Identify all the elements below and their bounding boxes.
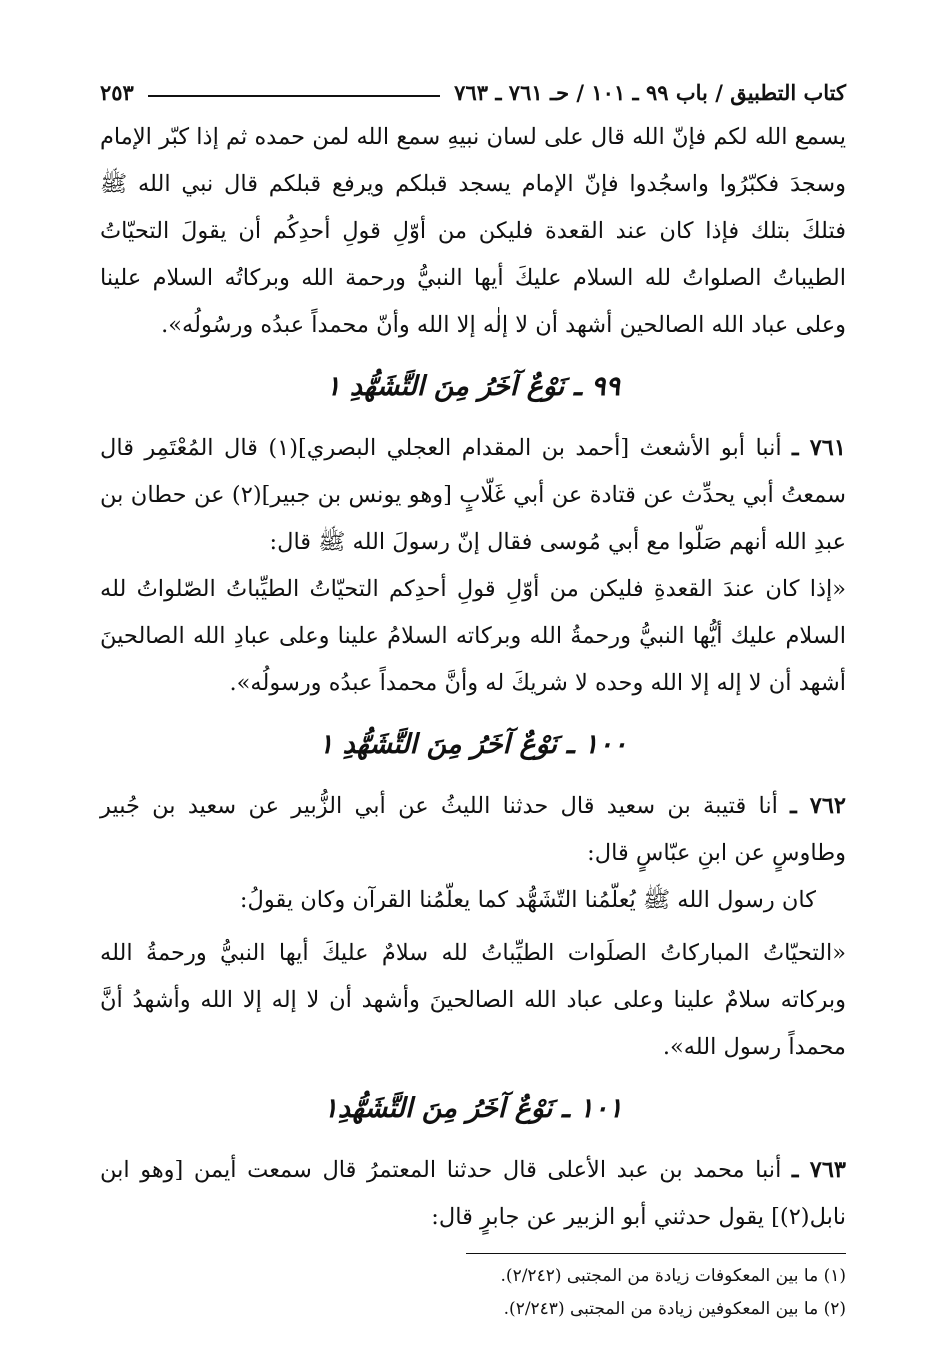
section-heading-99: ٩٩ ـ نَوْعٌ آخَرُ مِنَ التَّشَهُّدِ ١ [325,371,621,402]
hadith-763-text: أنبا محمد بن عبد الأعلى قال حدثنا المعتمرُ قال سمعت أيمن [وهو ابن نابل(٢)] يقول حدثني أبو الزبير عن جابرٍ قال: [100,1157,846,1230]
hadith-number-763: ٧٦٣ ـ [791,1157,846,1183]
footnote-rule [466,1253,846,1254]
hadith-762-matn: «التحيّاتُ المباركاتُ الصلَوات الطيِّباتُ لله سلامٌ عليكَ أيها النبيُّ ورحمةُ الله وبركاته سلامٌ علينا وعلى عباد الله الصالحينَ وأشهد أن لا إله إلا الله وأشهدُ أنَّ محمداً رسول الله». [100,940,846,1060]
hadith-762-isnad [100,783,846,877]
hadith-number-762: ٧٦٢ ـ [790,793,846,819]
hadith-761-matn: «إذا كان عندَ القعدةِ فليكن من أوّلِ قولِ أحدِكم التحيّاتُ الطيِّباتُ الصّلواتُ لله السلام عليك أيُّها النبيُّ ورحمةُ الله وبركاته السلامُ علينا وعلى عبادِ الله الصالحينَ أشهد أن لا إله إلا الله وحده لا شريكَ له وأنَّ محمداً عبدُه ورسولُه». [100,576,846,696]
hadith-761-isnad [100,425,846,566]
hadith-761-text: أنبا أبو الأشعث [أحمد بن المقدام العجلي البصري](١) قال المُعْتَمِر قال سمعتُ أبي يحدِّث عن قتادة عن أبي غَلّابٍ [وهو يونس بن جبير](٢) عن حطان بن عبدِ الله أنهم صَلّوا مع أبي مُوسى فقال إنّ رسولَ الله ﷺ قال: [100,435,847,555]
footnote-1: (١) ما بين المعكوفات زيادة من المجتبى (٢/٢٤٢). [500,1266,846,1286]
running-title: كتاب التطبيق / باب ٩٩ ـ ١٠١ / حـ ٧٦١ ـ ٧٦٣ [454,79,846,105]
header-rule [148,95,440,97]
running-header [100,70,846,114]
hadith-763-isnad [100,1147,846,1241]
hadith-762-text: أنا قتيبة بن سعيد قال حدثنا الليثُ عن أبي الزُّبير عن سعيد بن جُبير وطاوسٍ عن ابنِ عبّاسٍ قال: [100,793,846,866]
section-heading-100: ١٠٠ ـ نَوْعٌ آخَرُ مِنَ التَّشَهُّدِ ١ [318,729,628,760]
footnote-2: (٢) ما بين المعكوفين زيادة من المجتبى (٢/٢٤٣). [503,1299,846,1319]
hadith-762-narration: كان رسول الله ﷺ يُعلّمُنا التّشَهُّد كما يعلّمُنا القرآن وكان يقولُ: [239,887,816,913]
hadith-number-761: ٧٦١ ـ [792,435,846,461]
section-heading-101: ١٠١ ـ نَوْعٌ آخَرُ مِنَ التَّشَهُّدِ١ [323,1093,623,1124]
intro-paragraph: يسمع الله لكم فإنّ الله قال على لسان نبيهِ سمع الله لمن حمده ثم إذا كبّر الإمام وسجدَ فكبّرُوا واسجُدوا فإنّ الإمام يسجد قبلكم ويرفع قبلكم قال نبي الله ﷺ فتلكَ بتلك فإذا كان عند القعدة فليكن من أوّلِ قولِ أحدِكُم أن يقولَ التحيّاتُ الطيباتُ الصلواتُ لله السلام عليكَ أيها النبيُّ ورحمة الله وبركاتُه السلام علينا وعلى عباد الله الصالحين أشهد أن لا إلٰه إلا الله وأنّ محمداً عبدُه ورسُولُه». [100,124,846,338]
page-number: ٢٥٣ [100,79,134,105]
